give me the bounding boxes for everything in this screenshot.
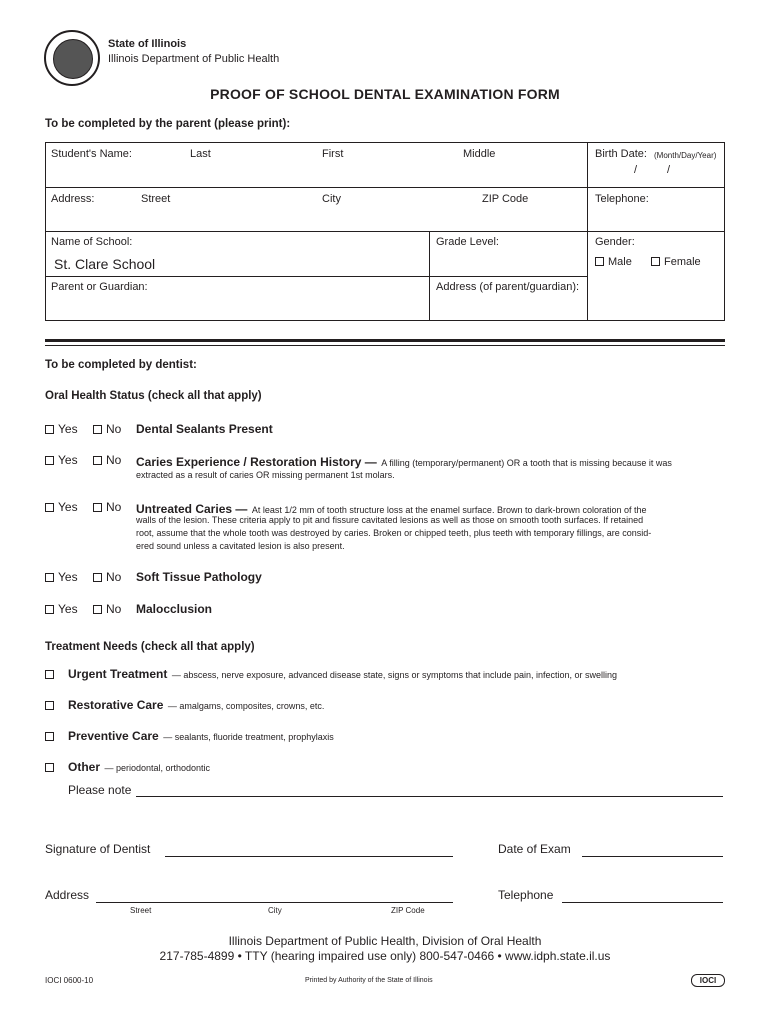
no-label: No (106, 500, 122, 514)
guardian-address-label: Address (of parent/guardian): (436, 281, 580, 293)
yes-label: Yes (58, 453, 78, 467)
sealants-no[interactable] (93, 422, 121, 436)
parent-section-heading: To be completed by the parent (please print): (45, 118, 291, 130)
seal-emblem (53, 39, 93, 79)
treatment-other (45, 758, 210, 776)
checkbox-icon[interactable] (45, 503, 54, 512)
illinois-seal-logo (44, 30, 100, 86)
restorative-desc: — amalgams, composites, crowns, etc. (167, 701, 325, 711)
urgent-title: Urgent Treatment (68, 667, 168, 681)
treatment-restorative (45, 696, 324, 714)
form-id: IOCI 0600-10 (45, 976, 94, 985)
no-label: No (106, 453, 122, 467)
checkbox-icon[interactable] (45, 605, 54, 614)
printed-by: Printed by Authority of the State of Illinois (305, 977, 433, 984)
no-label: No (106, 422, 122, 436)
yes-label: Yes (58, 422, 78, 436)
footer-contact: 217-785-4899 • TTY (hearing impaired use only) 800-547-0466 • www.idph.state.il.us (159, 949, 611, 963)
checkbox-icon[interactable] (45, 701, 54, 710)
other-desc: — periodontal, orthodontic (104, 763, 211, 773)
form-title: PROOF OF SCHOOL DENTAL EXAMINATION FORM (210, 86, 560, 102)
yes-label: Yes (58, 602, 78, 616)
yes-label: Yes (58, 570, 78, 584)
caries-experience-desc-1: A filling (temporary/permanent) OR a tooth that is missing because it was (381, 458, 672, 468)
telephone-label: Telephone: (595, 193, 649, 205)
urgent-desc: — abscess, nerve exposure, advanced disease state, signs or symptoms that include pain, infection, or swelling (171, 670, 618, 680)
gender-male-option[interactable] (595, 256, 632, 268)
checkbox-icon[interactable] (45, 456, 54, 465)
checkbox-icon[interactable] (45, 732, 54, 741)
birth-date-format: (Month/Day/Year) (654, 151, 717, 160)
oral-health-heading: Oral Health Status (check all that apply) (45, 390, 262, 402)
please-note-label: Please note (68, 783, 132, 797)
untreated-caries-desc-4: ered sound unless a cavitated lesion is also present. (136, 541, 345, 551)
caries-experience-desc-2: extracted as a result of caries OR missing permanent 1st molars. (136, 470, 395, 480)
restorative-title: Restorative Care (68, 698, 164, 712)
grade-level-label: Grade Level: (436, 236, 499, 248)
zip-code-label: ZIP Code (482, 193, 529, 205)
department-name: Illinois Department of Public Health (108, 53, 280, 65)
date-of-exam-label: Date of Exam (498, 842, 571, 856)
caries-experience-line (136, 453, 672, 471)
guardian-label: Parent or Guardian: (51, 281, 148, 293)
birth-date-slash-2: / (667, 164, 671, 176)
malocclusion-title: Malocclusion (136, 602, 213, 616)
signature-line[interactable] (165, 856, 453, 857)
checkbox-icon[interactable] (45, 573, 54, 582)
checkbox-icon[interactable] (93, 456, 102, 465)
checkbox-icon[interactable] (45, 670, 54, 679)
dentist-section-heading: To be completed by dentist: (45, 359, 197, 371)
please-note-line[interactable] (136, 796, 723, 797)
treatment-preventive (45, 727, 334, 745)
signature-label: Signature of Dentist (45, 842, 151, 856)
male-checkbox[interactable] (595, 257, 604, 266)
no-label: No (106, 602, 122, 616)
state-name: State of Illinois (108, 38, 187, 50)
untreated-caries-yes[interactable] (45, 500, 78, 514)
untreated-caries-desc-1: At least 1/2 mm of tooth structure loss at the enamel surface. Brown to dark-brown coloration of the (251, 505, 647, 515)
checkbox-icon[interactable] (45, 763, 54, 772)
ioci-logo: IOCI (691, 974, 725, 987)
untreated-caries-desc-2: walls of the lesion. These criteria apply to pit and fissure cavitated lesions as well as those on smooth tooth surfaces. If retained (136, 515, 644, 525)
dentist-address-line[interactable] (96, 902, 453, 903)
yes-label: Yes (58, 500, 78, 514)
caries-experience-yes[interactable] (45, 453, 78, 467)
address-zip-caption: ZIP Code (391, 906, 425, 915)
other-title: Other (68, 760, 101, 774)
middle-name-label: Middle (463, 148, 496, 160)
malocclusion-no[interactable] (93, 602, 121, 616)
address-label: Address: (51, 193, 95, 205)
treatment-needs-heading: Treatment Needs (check all that apply) (45, 641, 255, 653)
preventive-title: Preventive Care (68, 729, 159, 743)
dentist-telephone-label: Telephone (498, 888, 554, 902)
checkbox-icon[interactable] (93, 573, 102, 582)
malocclusion-yes[interactable] (45, 602, 78, 616)
school-name-label: Name of School: (51, 236, 133, 248)
gender-label: Gender: (595, 236, 635, 248)
caries-experience-title: Caries Experience / Restoration History — (136, 455, 377, 469)
dentist-telephone-line[interactable] (562, 902, 723, 903)
soft-tissue-yes[interactable] (45, 570, 78, 584)
street-label: Street (141, 193, 171, 205)
gender-female-option[interactable] (651, 256, 701, 268)
address-city-caption: City (268, 906, 282, 915)
untreated-caries-no[interactable] (93, 500, 121, 514)
soft-tissue-no[interactable] (93, 570, 121, 584)
soft-tissue-title: Soft Tissue Pathology (136, 570, 262, 584)
untreated-caries-title: Untreated Caries — (136, 502, 248, 516)
dentist-address-label: Address (45, 888, 90, 902)
section-divider (45, 339, 725, 342)
birth-date-label: Birth Date: (595, 148, 647, 160)
birth-date-slash-1: / (634, 164, 638, 176)
sealants-yes[interactable] (45, 422, 78, 436)
female-checkbox[interactable] (651, 257, 660, 266)
sealants-title: Dental Sealants Present (136, 422, 273, 436)
treatment-urgent (45, 665, 617, 683)
checkbox-icon[interactable] (93, 605, 102, 614)
caries-experience-no[interactable] (93, 453, 121, 467)
first-name-label: First (322, 148, 344, 160)
last-name-label: Last (190, 148, 211, 160)
school-name-value[interactable]: St. Clare School (54, 256, 156, 272)
checkbox-icon[interactable] (45, 425, 54, 434)
untreated-caries-desc-3: root, assume that the whole tooth was destroyed by caries. Broken or chipped teeth, plus teeth with temporary fillings, are consid- (136, 528, 652, 538)
no-label: No (106, 570, 122, 584)
footer-division: Illinois Department of Public Health, Division of Oral Health (228, 934, 542, 948)
date-of-exam-line[interactable] (582, 856, 723, 857)
checkbox-icon[interactable] (93, 425, 102, 434)
preventive-desc: — sealants, fluoride treatment, prophylaxis (163, 732, 334, 742)
checkbox-icon[interactable] (93, 503, 102, 512)
male-label: Male (608, 256, 632, 268)
address-street-caption: Street (130, 906, 152, 915)
student-name-label: Student's Name: (51, 148, 132, 160)
city-label: City (322, 193, 341, 205)
female-label: Female (664, 256, 701, 268)
